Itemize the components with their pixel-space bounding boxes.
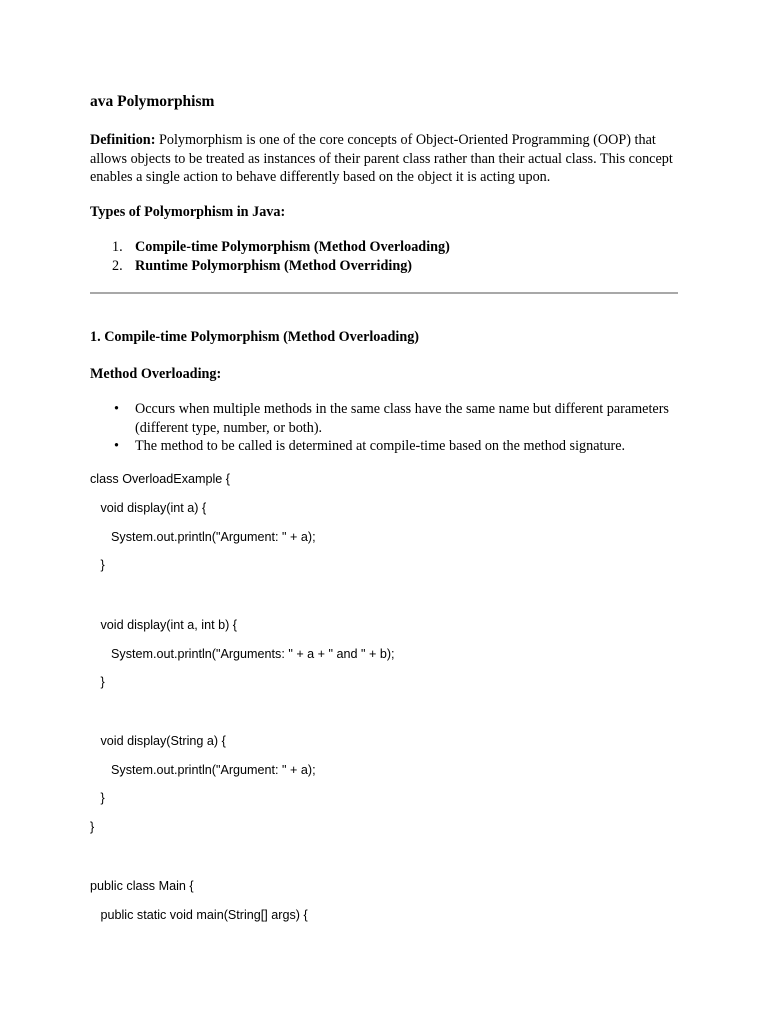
list-item [90,257,450,276]
list-item-label: Compile-time Polymorphism (Method Overloading) [135,239,450,255]
types-heading: Types of Polymorphism in Java: [90,204,286,220]
list-item [90,437,680,456]
definition-label: Definition: [90,132,156,148]
bullet-list [90,400,680,456]
list-item-label: Runtime Polymorphism (Method Overriding) [135,258,413,274]
code-line: void display(int a) { [90,501,207,515]
code-line: class OverloadExample { [90,472,230,486]
list-number: 1. [112,239,123,255]
bullet-icon: • [114,438,119,454]
code-line: System.out.println("Argument: " + a); [90,763,316,777]
code-line: } [90,675,105,689]
code-line: System.out.println("Argument: " + a); [90,530,316,544]
bullet-icon: • [114,401,119,417]
code-line: } [90,820,95,834]
definition-paragraph [90,131,680,187]
document-title: ava Polymorphism [90,93,215,110]
code-line: } [90,558,105,572]
list-item [90,238,450,257]
section-heading: 1. Compile-time Polymorphism (Method Overloading) [90,329,420,345]
definition-text: Polymorphism is one of the core concepts of Object-Oriented Programming (OOP) that allows objects to be treated as instances of their parent class rather than their actual class. This concept enables a single action to behave differently based on the object it is acting upon. [90,132,673,185]
code-line: void display(String a) { [90,734,226,748]
code-line: public static void main(String[] args) { [90,908,308,922]
types-list [90,238,450,276]
code-line: void display(int a, int b) { [90,618,237,632]
bullet-text: Occurs when multiple methods in the same class have the same name but different parameters (different type, number, or both). [135,401,669,436]
bullet-text: The method to be called is determined at compile-time based on the method signature. [135,438,626,454]
list-number: 2. [112,258,123,274]
code-line: public class Main { [90,879,194,893]
list-item [90,400,680,437]
code-line: System.out.println("Arguments: " + a + " and " + b); [90,647,395,661]
sub-heading: Method Overloading: [90,366,222,382]
code-line: } [90,791,105,805]
horizontal-divider [90,292,678,294]
